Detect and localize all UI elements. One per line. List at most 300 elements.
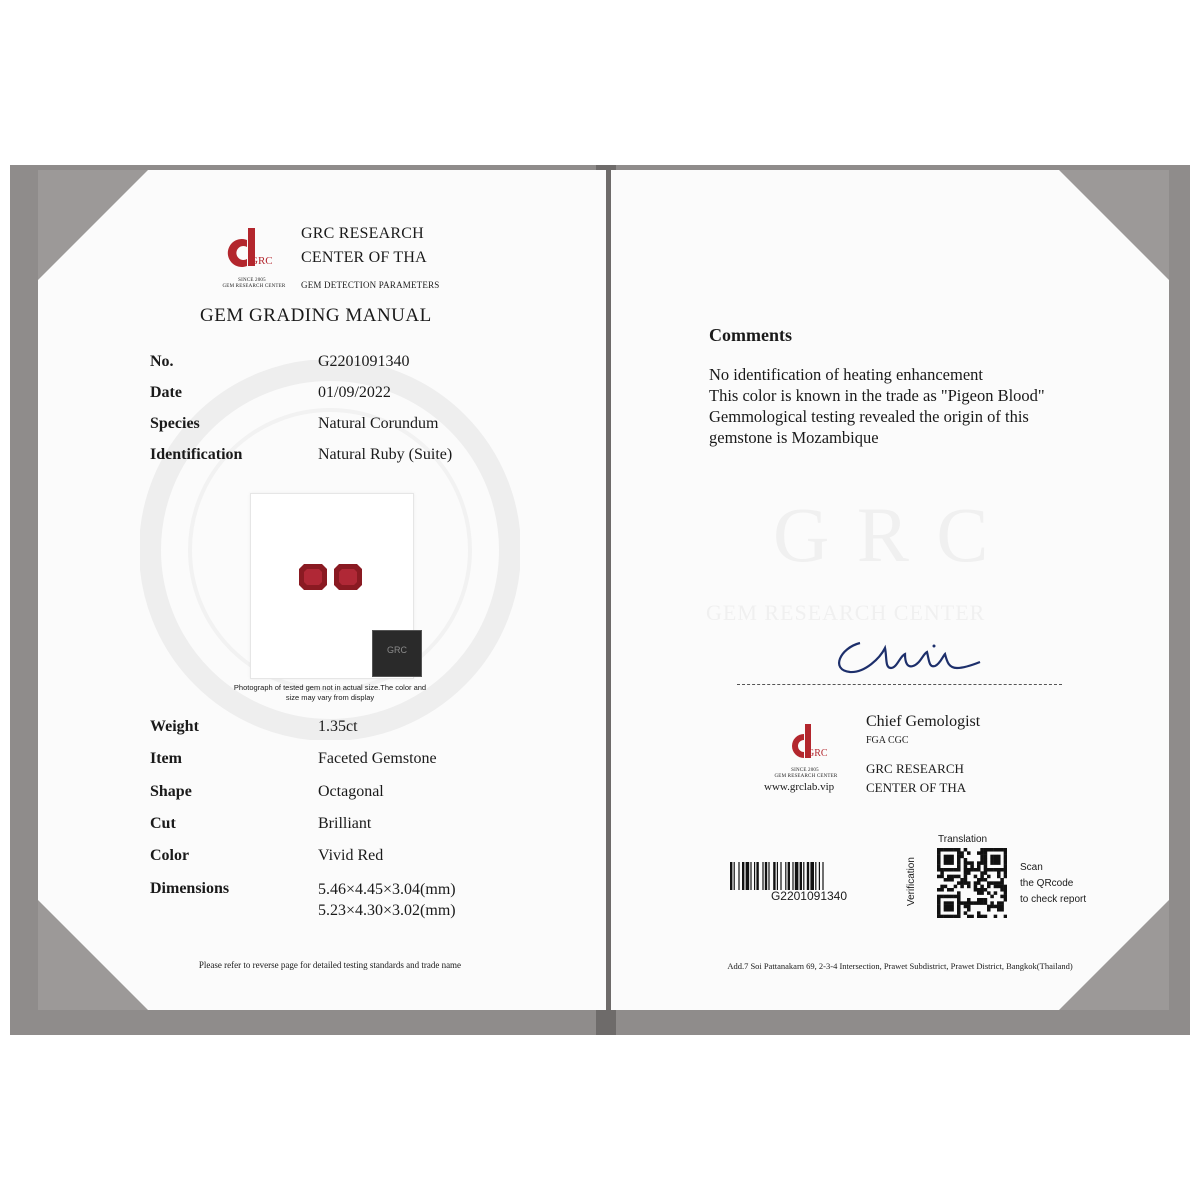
barcode-bar [795,862,799,890]
qr-module [980,851,984,855]
qr-module [994,885,998,889]
qr-module [997,861,1001,865]
svg-text:GRC: GRC [807,748,828,759]
qr-module [940,895,944,899]
grc-logo-icon [220,226,280,274]
barcode-bar [738,862,739,890]
qr-module [944,905,948,909]
qr-module [957,848,961,852]
field-item [150,750,590,774]
barcode-bar [765,862,767,890]
qr-module [980,885,984,889]
qr-module [954,868,958,872]
qr-module [960,901,964,905]
qr-module [977,888,981,892]
qr-module [950,875,954,879]
qr-module [980,901,984,905]
qr-module [984,858,988,862]
corner-holder-top-right-front [1059,170,1169,280]
field-label: Date [150,384,182,401]
qr-module [957,858,961,862]
qr-module [964,881,968,885]
qr-module [937,901,941,905]
qr-module [977,901,981,905]
qr-module [977,881,981,885]
barcode-bar [754,862,755,890]
field-label: Cut [150,815,176,832]
qr-module [967,851,971,855]
barcode [730,862,888,890]
address: Add.7 Soi Pattanakarn 69, 2-3-4 Intersection, Prawet Subdistrict, Prawet District, Bangkok(Thailand) [727,961,1073,971]
qr-module [1004,861,1007,865]
qr-module [977,898,981,902]
qr-module [997,908,1001,912]
qr-module [947,868,951,872]
qr-module [957,911,961,915]
qr-module [990,895,994,899]
qr-module [937,915,941,918]
qr-module [937,858,941,862]
hologram-sticker [372,630,422,677]
qr-module [987,875,991,879]
photo-caption-line1: Photograph of tested gem not in actual size.The color and [233,683,427,692]
field-value-2: 5.23×4.30×3.02(mm) [318,902,456,919]
qr-module [984,871,988,875]
qr-module [974,888,978,892]
scan-instructions [1020,860,1086,908]
barcode-bar [780,862,781,890]
barcode-bar [730,862,732,890]
qr-module [940,848,944,852]
qr-module [984,865,988,869]
qr-module [990,858,994,862]
scan-line: Scan [1020,862,1043,873]
qr-module [987,848,991,852]
qr-module [964,848,968,852]
field-label: No. [150,353,174,370]
qr-module [964,858,968,862]
photo-caption-line2: size may vary from display [285,693,375,702]
qr-module [990,855,994,859]
qr-module [1004,868,1007,872]
qr-module [940,888,944,892]
qr-module [950,895,954,899]
qr-module [957,905,961,909]
qr-module [954,875,958,879]
qr-module [987,905,991,909]
qr-module [990,901,994,905]
qr-module [957,881,961,885]
qr-module [950,915,954,918]
qr-module [984,898,988,902]
qr-module [984,878,988,882]
qr-module [937,875,941,879]
qr-module [997,855,1001,859]
qr-module [980,891,984,895]
barcode-bar [822,862,823,890]
qr-module [994,868,998,872]
qr-module [957,908,961,912]
qr-module [950,888,954,892]
qr-module [970,901,974,905]
field-value: 1.35ct [318,718,358,735]
signer-title: Chief Gemologist [866,713,981,730]
qr-module [947,888,951,892]
qr-module [964,905,968,909]
qr-module [1000,895,1004,899]
qr-module [1004,851,1007,855]
qr-module [964,861,968,865]
qr-module [954,915,958,918]
barcode-bar [734,862,735,890]
field-label: Shape [150,783,192,800]
qr-module [974,868,978,872]
qr-module [997,868,1001,872]
qr-module [994,861,998,865]
qr-module [957,861,961,865]
qr-module [987,885,991,889]
field-shape [150,783,590,807]
qr-module [1004,891,1007,895]
qr-module [944,858,948,862]
qr-module [937,908,941,912]
qr-module [990,881,994,885]
qr-module [950,858,954,862]
field-date [150,384,590,408]
barcode-bar [750,862,751,890]
qr-module [1000,888,1004,892]
field-value: Vivid Red [318,847,384,864]
qr-verification-label: Verification [906,857,917,906]
qr-module [1004,858,1007,862]
qr-module [947,908,951,912]
grc-logo-icon [783,722,833,766]
barcode-bar [746,862,750,890]
qr-module [984,868,988,872]
qr-module [957,865,961,869]
qr-module [950,855,954,859]
qr-module [994,881,998,885]
qr-module [1004,888,1007,892]
qr-module [994,905,998,909]
field-label: Species [150,415,200,432]
qr-module [977,851,981,855]
qr-module [964,911,968,915]
field-species [150,415,590,439]
qr-module [947,901,951,905]
scan-line: to check report [1020,894,1087,905]
svg-text:GRC: GRC [250,255,273,267]
qr-module [944,885,948,889]
qr-module [967,908,971,912]
qr-module [967,901,971,905]
comment-line: gemstone is Mozambique [709,428,879,447]
qr-module [984,888,988,892]
qr-module [957,895,961,899]
document-title: GEM GRADING MANUAL [200,305,432,326]
qr-module [1004,898,1007,902]
qr-module [1000,908,1004,912]
qr-module [937,905,941,909]
lab-name-line1: GRC RESEARCH [866,761,964,776]
qr-module [957,855,961,859]
qr-module [1004,865,1007,869]
barcode-bar [815,862,816,890]
qr-module [960,885,964,889]
qr-module [950,878,954,882]
qr-module [937,888,941,892]
lab-subtitle: GEM DETECTION PARAMETERS [301,280,440,290]
qr-module [980,875,984,879]
qr-module [977,861,981,865]
qr-module [994,891,998,895]
grc-logo-small [783,722,833,772]
left-footer-note: Please refer to reverse page for detailed testing standards and trade name [198,960,462,970]
qr-module [967,868,971,872]
signature-line [737,684,1062,685]
qr-module [947,861,951,865]
qr-module [987,891,991,895]
qr-module [950,901,954,905]
qr-module [957,891,961,895]
qr-module [937,895,941,899]
qr-module [980,871,984,875]
field-value: Natural Corundum [318,415,439,432]
qr-module [1000,885,1004,889]
qr-module [937,868,941,872]
qr-module [937,851,941,855]
qr-module [954,848,958,852]
logo-caption: GEM RESEARCH CENTER [774,774,838,779]
qr-module [947,855,951,859]
qr-module [944,908,948,912]
qr-module [937,861,941,865]
barcode-number: G2201091340 [770,889,848,903]
qr-module [987,908,991,912]
field-value: 01/09/2022 [318,384,391,401]
qr-module [937,911,941,915]
barcode-bar [807,862,809,890]
lab-name-line1: GRC RESEARCH [301,225,424,242]
qr-module [964,865,968,869]
qr-module [947,848,951,852]
qr-module [1004,915,1007,918]
qr-module [980,848,984,852]
qr-module [1004,895,1007,899]
field-identification [150,446,590,470]
lab-name-line2: CENTER OF THA [301,249,427,266]
qr-module [937,865,941,869]
qr-module [960,881,964,885]
qr-module [950,905,954,909]
field-value: Brilliant [318,815,372,832]
qr-module [970,915,974,918]
field-label: Weight [150,718,199,735]
qr-module [967,871,971,875]
qr-module [1004,875,1007,879]
qr-module [937,848,941,852]
qr-module [990,868,994,872]
qr-module [980,861,984,865]
qr-module [970,868,974,872]
qr-module [964,868,968,872]
field-value: Faceted Gemstone [318,750,437,767]
qr-module [970,861,974,865]
qr-module [977,878,981,882]
ruby-gem-1 [299,564,327,590]
qr-module [997,875,1001,879]
qr-code[interactable] [937,848,1007,918]
qr-module [940,868,944,872]
signer-credentials: FGA CGC [866,735,909,746]
qr-module [967,885,971,889]
qr-module [944,861,948,865]
field-color [150,847,590,871]
lab-name-line2: CENTER OF THA [866,780,967,795]
barcode-bar [773,862,775,890]
qr-module [977,865,981,869]
qr-module [990,848,994,852]
qr-module [957,875,961,879]
qr-module [964,901,968,905]
qr-module [1000,868,1004,872]
qr-module [950,861,954,865]
qr-module [944,848,948,852]
qr-module [997,901,1001,905]
qr-module [1000,901,1004,905]
ruby-gem-2 [334,564,362,590]
qr-module [954,885,958,889]
qr-module [1004,885,1007,889]
qr-module [984,855,988,859]
qr-module [967,898,971,902]
qr-module [940,885,944,889]
qr-module [957,901,961,905]
barcode-bar [792,862,793,890]
qr-module [977,891,981,895]
qr-module [964,875,968,879]
qr-module [984,848,988,852]
qr-module [964,878,968,882]
qr-module [1004,848,1007,852]
barcode-bar [819,862,820,890]
qr-module [967,861,971,865]
photo-caption [205,683,455,703]
qr-module [984,901,988,905]
qr-module [944,868,948,872]
qr-module [944,915,948,918]
qr-module [994,858,998,862]
qr-module [947,858,951,862]
qr-module [997,905,1001,909]
qr-module [944,855,948,859]
qr-module [994,915,998,918]
qr-module [950,908,954,912]
qr-module [974,881,978,885]
field-weight [150,718,590,742]
qr-module [990,861,994,865]
qr-module [984,851,988,855]
comments-heading: Comments [709,325,792,345]
field-number [150,353,590,377]
field-label: Dimensions [150,880,230,897]
qr-module [997,848,1001,852]
qr-module [960,855,964,859]
qr-module [960,878,964,882]
hologram-text: GRC [387,645,407,655]
qr-module [1000,878,1004,882]
comments-body [709,364,1045,448]
field-value: 5.46×4.45×3.04(mm) [318,881,456,898]
logo-caption: GEM RESEARCH CENTER [222,284,286,289]
handwritten-signature [825,628,985,678]
qr-module [947,905,951,909]
qr-module [937,898,941,902]
qr-translation-label: Translation [938,834,988,845]
qr-module [977,911,981,915]
website-link[interactable]: www.grclab.vip [764,781,835,793]
qr-module [1004,855,1007,859]
qr-module [977,915,981,918]
qr-module [954,895,958,899]
logo-since: SINCE 2005 [238,278,266,283]
qr-module [960,851,964,855]
qr-module [974,885,978,889]
corner-holder-bottom-right-front [1059,900,1169,1010]
qr-module [950,848,954,852]
field-dimensions [150,880,590,924]
qr-module [980,898,984,902]
qr-module [957,915,961,918]
qr-module [947,875,951,879]
qr-module [980,878,984,882]
qr-module [997,885,1001,889]
qr-module [974,875,978,879]
qr-module [957,868,961,872]
qr-module [937,855,941,859]
field-label: Color [150,847,190,864]
qr-module [997,871,1001,875]
qr-module [940,915,944,918]
field-value: G2201091340 [318,353,410,370]
barcode-bar [803,862,804,890]
barcode-bar [800,862,802,890]
qr-module [957,898,961,902]
qr-module [967,881,971,885]
qr-module [1000,905,1004,909]
qr-module [947,915,951,918]
qr-module [994,848,998,852]
qr-module [1000,881,1004,885]
field-cut [150,815,590,839]
grc-watermark-caption: GEM RESEARCH CENTER [706,600,986,625]
qr-module [984,915,988,918]
barcode-bar [762,862,763,890]
qr-module [944,901,948,905]
qr-module [987,868,991,872]
corner-holder-bottom-left [38,900,148,1010]
qr-module [980,915,984,918]
qr-module [980,855,984,859]
barcode-bar [785,862,786,890]
qr-module [967,915,971,918]
qr-module [957,851,961,855]
comment-line: Gemmological testing revealed the origin of this [709,407,1029,426]
field-label: Identification [150,446,243,463]
qr-module [967,905,971,909]
qr-module [994,855,998,859]
field-label: Item [150,750,182,767]
